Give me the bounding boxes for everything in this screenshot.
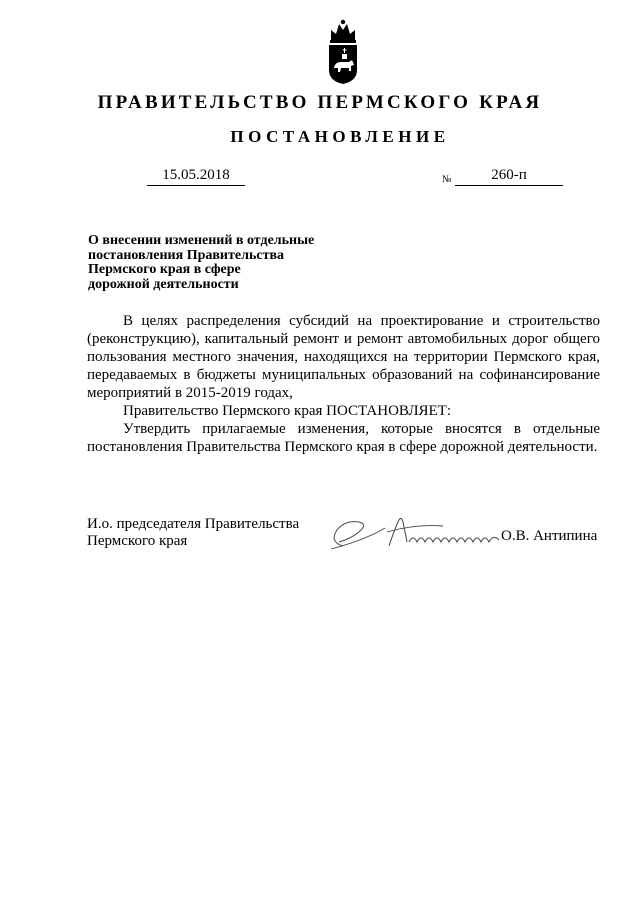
document-type: ПОСТАНОВЛЕНИЕ (230, 127, 450, 146)
signatory-position (87, 516, 299, 550)
number-sign: № (442, 174, 452, 185)
signatory-name: О.В. Антипина (501, 528, 598, 544)
handwritten-signature-icon (325, 512, 510, 554)
body-paragraph: Утвердить прилагаемые изменения, которые вносятся в отдельные постановления Правительства Пермского края в сфере дорожной деятельности. (87, 421, 600, 455)
subject-line: Пермского края в сфере (88, 262, 241, 277)
organization-title: ПРАВИТЕЛЬСТВО ПЕРМСКОГО КРАЯ (97, 92, 543, 113)
document-body (87, 312, 600, 456)
coat-of-arms-icon (323, 18, 363, 86)
body-paragraph: В целях распределения субсидий на проектирование и строительство (реконструкцию), капитальный ремонт и ремонт автомобильных дорог общего пользования местного значения, находящихся на территории Пермского края, передаваемых в бюджеты муниципальных образований на софинансирование мероприятий в 2015-2019 годах, (87, 313, 600, 401)
subject-line: постановления Правительства (88, 247, 284, 263)
document-subject (88, 234, 348, 292)
subject-line: дорожной деятельности (88, 276, 239, 292)
document-date: 15.05.2018 (147, 165, 245, 186)
position-line: Пермского края (87, 533, 188, 549)
position-line: И.о. председателя Правительства (87, 516, 300, 532)
body-paragraph: Правительство Пермского края ПОСТАНОВЛЯЕТ: (123, 403, 452, 419)
document-number: 260-п (455, 165, 563, 186)
subject-line: О внесении изменений в отдельные (88, 233, 315, 248)
